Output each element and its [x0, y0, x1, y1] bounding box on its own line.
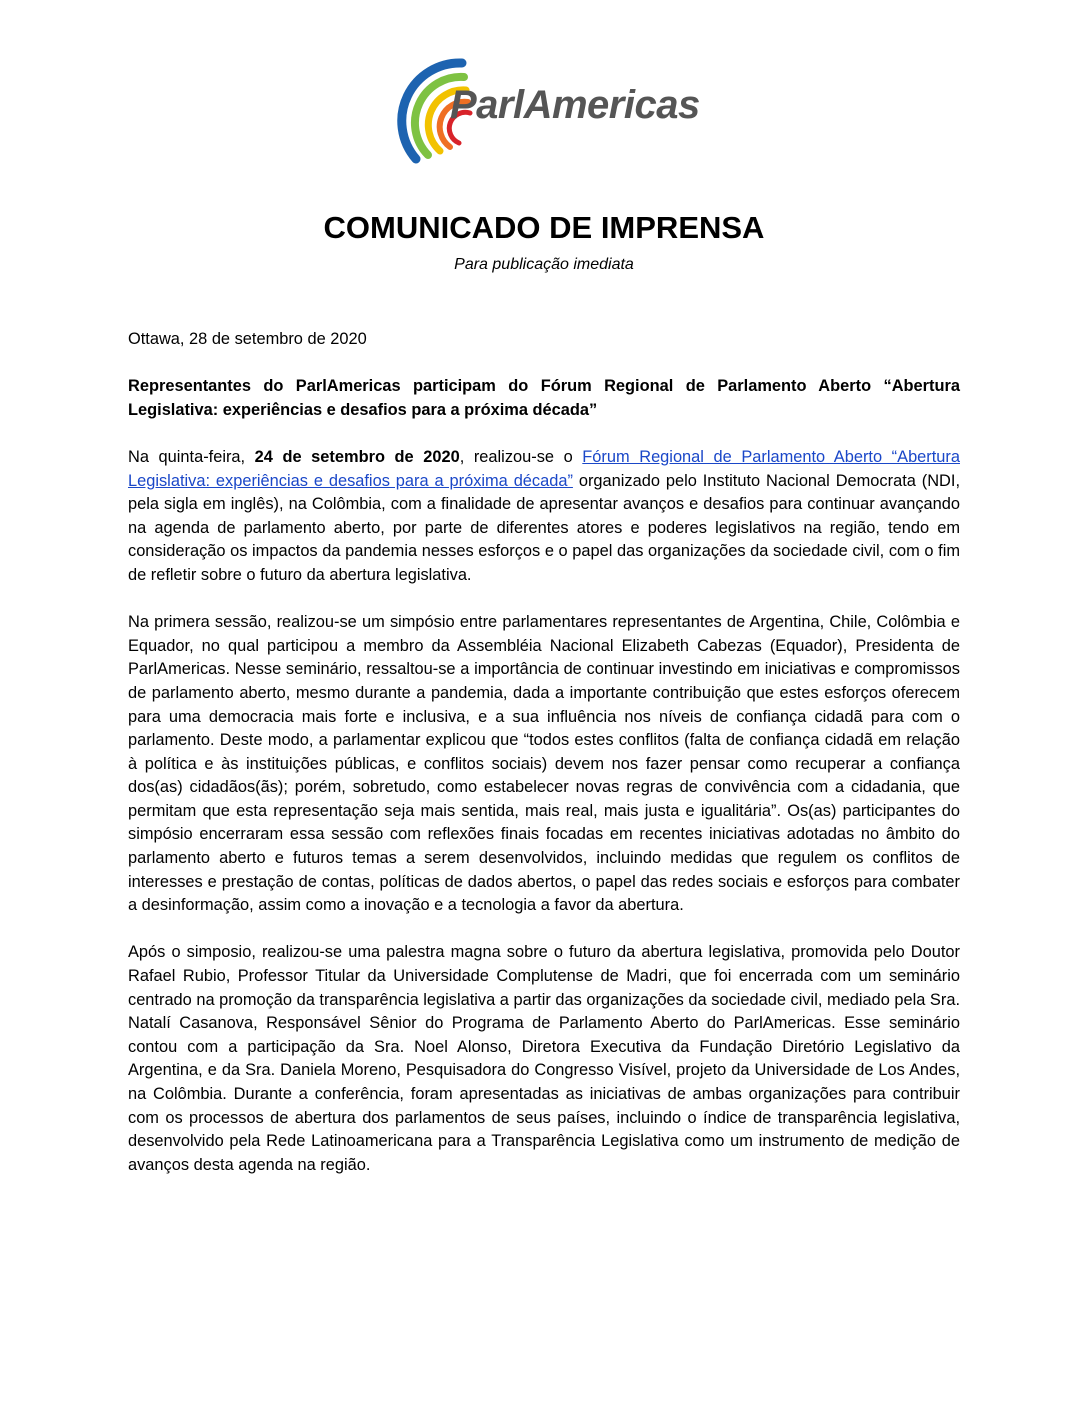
logo-wordmark: ParlAmericas [450, 83, 700, 127]
p1-intro: Na quinta-feira, [128, 447, 255, 466]
headline: Representantes do ParlAmericas participam do Fórum Regional de Parlamento Aberto “Abertura Legislativa: experiências e desafios para a próxima década” [128, 377, 960, 419]
page-title: COMUNICADO DE IMPRENSA [323, 210, 765, 245]
forum-link[interactable]: Fórum Regional de Parlamento Aberto “Abertura Legislativa: experiências e desafios para a próxima década” [128, 447, 960, 490]
page-subtitle: Para publicação imediata [454, 256, 634, 273]
p1-date: 24 de setembro de 2020 [254, 447, 460, 466]
p1-before-link: , realizou-se o [459, 447, 583, 466]
press-release-body [128, 328, 960, 1201]
parlamericas-logo [384, 55, 729, 165]
paragraph-1 [128, 446, 960, 588]
dateline: Ottawa, 28 de setembro de 2020 [128, 330, 367, 348]
paragraph-3: Após o simposio, realizou-se uma palestra magna sobre o futuro da abertura legislativa, promovida pelo Doutor Rafael Rubio, Professor Titular da Universidade Complutense de Madri, que foi encerrada com um seminário centrado na promoção da transparência legislativa a partir das organizações da sociedade civil, mediado pela Sra. Natalí Casanova, Responsável Sênior do Programa de Parlamento Aberto do ParlAmericas. Esse seminário contou com a participação da Sra. Noel Alonso, Diretora Executiva da Fundação Diretório Legislativo da Argentina, e da Sra. Daniela Moreno, Pesquisadora do Congresso Visível, projeto da Universidade de Los Andes, na Colômbia. Durante a conferência, foram apresentadas as iniciativas de ambas organizações para contribuir com os processos de abertura dos parlamentos de seus países, incluindo o índice de transparência legislativa, desenvolvido pela Rede Latinoamericana para a Transparência Legislativa como um instrumento de medição de avanços desta agenda na região. [128, 943, 960, 1174]
paragraph-2: Na primera sessão, realizou-se um simpósio entre parlamentares representantes de Argentina, Chile, Colômbia e Equador, no qual participou a membro da Assembléia Nacional Elizabeth Cabezas (Equador), Presidenta de ParlAmericas. Nesse seminário, ressaltou-se a importância de continuar investindo em iniciativas e compromissos de parlamento aberto, mesmo durante a pandemia, dada a importante contribuição que estes esforços oferecem para uma democracia mais forte e inclusiva, e a sua influência nos níveis de confiança cidadã para com o parlamento. Deste modo, a parlamentar explicou que “todos estes conflitos (falta de confiança cidadã em relação à política e às instituições públicas, e conflitos sociais) devem nos fazer pensar como recuperar a confiança dos(as) cidadãos(ãs); porém, sobretudo, como estabelecer novas regras de convivência com a cidadania, que permitam que esta representação seja mais sentida, mais real, mais justa e igualitária”. Os(as) participantes do simpósio encerraram essa sessão com reflexões finais focadas em recentes iniciativas adotadas no âmbito do parlamento aberto e futuros temas a serem desenvolvidos, incluindo medidas que regulem os conflitos de interesses e prestação de contas, políticas de dados abertos, o papel das redes sociais e esforços para combater a desinformação, assim como a inovação e a tecnologia a favor da abertura. [128, 613, 960, 915]
p1-rest: organizado pelo Instituto Nacional Democrata (NDI, pela sigla em inglês), na Colômbia, com a finalidade de apresentar avanços e desafios para continuar avançando na agenda de parlamento aberto, por parte de diferentes atores e poderes legislativos na região, tendo em consideração os impactos da pandemia nesses esforços e o papel das organizações da sociedade civil, com o fim de refletir sobre o futuro da abertura legislativa. [128, 471, 961, 584]
